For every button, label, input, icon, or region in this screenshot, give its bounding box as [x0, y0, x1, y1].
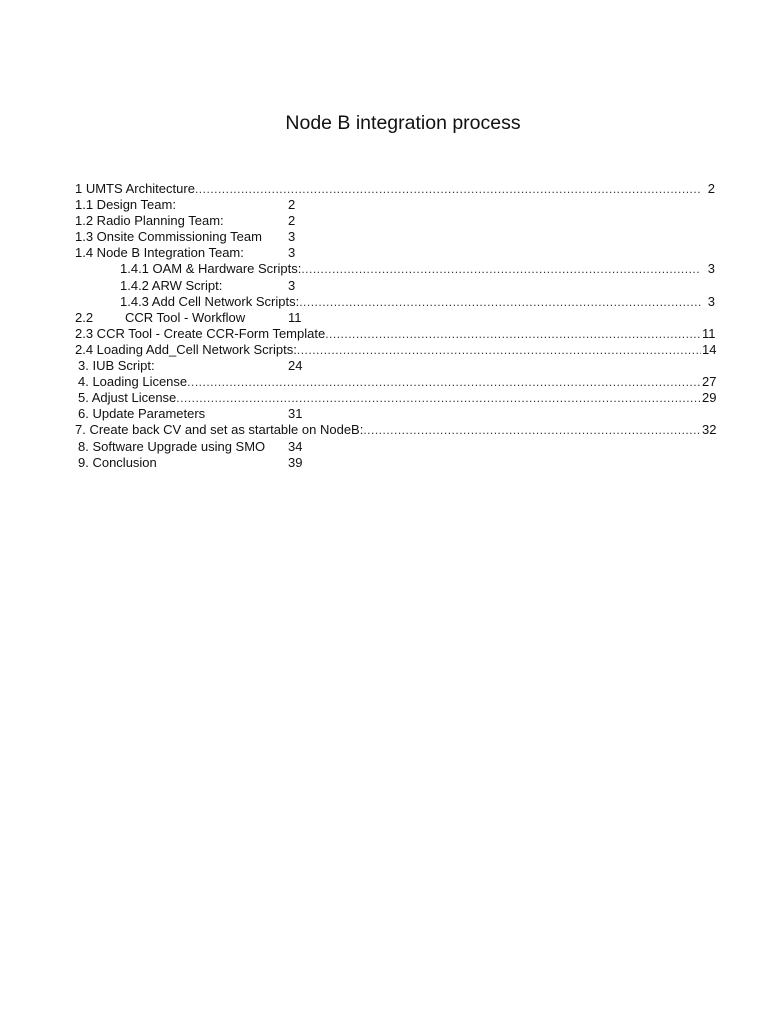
toc-entry[interactable]: [75, 181, 715, 197]
toc-entry[interactable]: [75, 374, 715, 390]
toc-entry[interactable]: [75, 197, 715, 213]
toc-dot-leader: [299, 294, 701, 310]
toc-entry[interactable]: [75, 455, 715, 471]
toc-entry[interactable]: [75, 294, 715, 310]
toc-entry-title: 1.2 Radio Planning Team:: [75, 213, 224, 229]
toc-entry-title: 1.4.2 ARW Script:: [120, 277, 223, 293]
toc-entry-number: 2.2: [75, 309, 94, 325]
toc-dot-leader: [187, 374, 701, 390]
toc-entry-page: 39: [288, 454, 303, 470]
toc-entry[interactable]: [75, 358, 715, 374]
toc-entry-page: 34: [288, 438, 303, 454]
toc-dot-leader: [301, 261, 701, 277]
toc-entry[interactable]: [75, 261, 715, 277]
toc-entry[interactable]: [75, 229, 715, 245]
toc-entry-page: 29: [702, 390, 717, 406]
toc-entry[interactable]: [75, 439, 715, 455]
toc-entry[interactable]: [75, 245, 715, 261]
document-title: Node B integration process: [285, 112, 521, 134]
toc-entry[interactable]: [75, 278, 715, 294]
toc-entry[interactable]: [75, 310, 715, 326]
toc-entry-text: CCR Tool - Workflow: [125, 309, 246, 325]
toc-entry-page: 11: [288, 309, 302, 325]
toc-entry[interactable]: [75, 422, 715, 438]
toc-entry-page: 3: [288, 229, 296, 245]
toc-entry-page: 24: [288, 358, 303, 374]
toc-entry-title: 9. Conclusion: [78, 454, 157, 470]
toc-dot-leader: [176, 390, 701, 406]
toc-dot-leader: [325, 326, 701, 342]
toc-entry-page: 3: [707, 293, 715, 309]
toc-dot-leader: [195, 181, 701, 197]
toc-entry-title: 1.4.1 OAM & Hardware Scripts:: [120, 261, 302, 277]
toc-entry-title: 1.4.3 Add Cell Network Scripts:: [120, 293, 300, 309]
toc-entry-title: 1.4 Node B Integration Team:: [75, 245, 244, 261]
toc-entry[interactable]: [75, 326, 715, 342]
toc-entry[interactable]: [75, 390, 715, 406]
toc-entry-title: 1 UMTS Architecture: [75, 181, 195, 196]
toc-entry[interactable]: [75, 342, 715, 358]
table-of-contents: [75, 181, 715, 471]
toc-entry-page: 32: [702, 422, 717, 438]
toc-dot-leader: [297, 342, 701, 358]
toc-entry-page: 2: [707, 181, 715, 196]
toc-entry-title: 2.3 CCR Tool - Create CCR-Form Template: [75, 325, 326, 341]
toc-entry-page: 2: [288, 197, 296, 213]
toc-entry-page: 11: [702, 325, 716, 341]
toc-entry[interactable]: [75, 213, 715, 229]
toc-entry-title: 1.3 Onsite Commissioning Team: [75, 229, 262, 245]
toc-entry-title: 6. Update Parameters: [78, 406, 206, 422]
toc-entry-page: 31: [288, 406, 303, 422]
toc-entry-page: 27: [702, 374, 717, 390]
toc-entry-page: 14: [702, 341, 717, 357]
toc-entry[interactable]: [75, 406, 715, 422]
toc-entry-title: 2.4 Loading Add_Cell Network Scripts:: [75, 341, 297, 357]
toc-entry-title: 8. Software Upgrade using SMO: [78, 438, 266, 454]
toc-entry-page: 2: [288, 213, 296, 229]
toc-entry-title: 7. Create back CV and set as startable on NodeB:: [75, 422, 364, 438]
toc-entry-title: [75, 310, 288, 326]
toc-entry-title: 1.1 Design Team:: [75, 197, 176, 213]
toc-entry-title: 4. Loading License: [78, 374, 188, 390]
toc-entry-page: 3: [288, 277, 296, 293]
toc-entry-page: 3: [288, 245, 296, 261]
toc-entry-page: 3: [707, 261, 715, 277]
toc-entry-title: 5. Adjust License: [78, 390, 177, 406]
toc-dot-leader: [363, 422, 701, 438]
toc-entry-title: 3. IUB Script:: [78, 358, 155, 374]
